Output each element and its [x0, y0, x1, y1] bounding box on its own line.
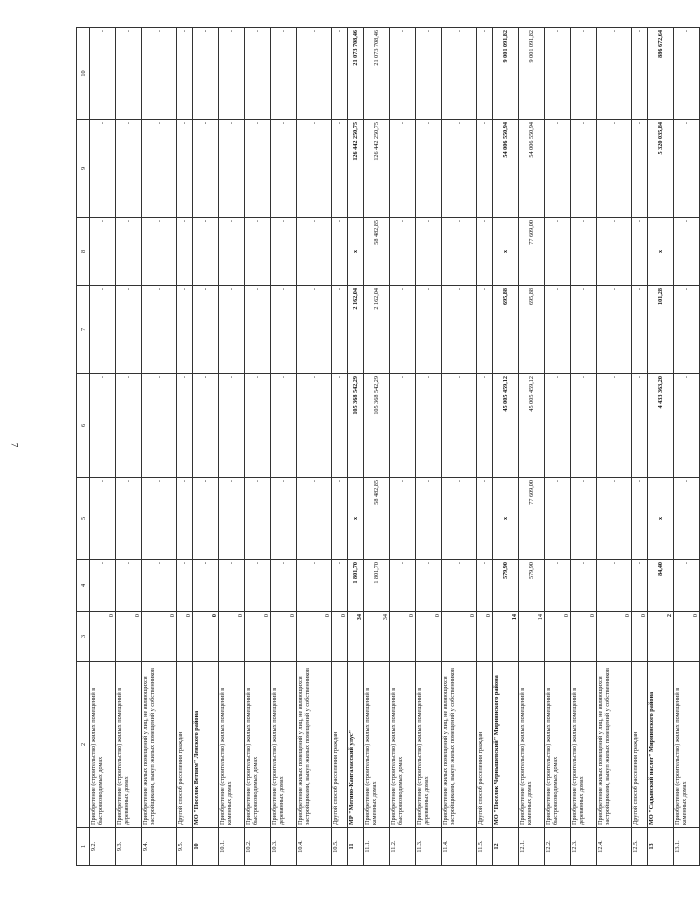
table-cell: -: [545, 560, 571, 612]
table-cell: x: [493, 218, 519, 286]
table-cell: 0: [390, 612, 416, 662]
table-cell: -: [90, 28, 116, 120]
table-cell: Приобретение (строительство) жилых помещений в деревянных домах: [271, 662, 297, 828]
table-cell: 10: [193, 828, 219, 866]
table-cell: -: [632, 374, 648, 478]
table-cell: 14: [493, 612, 519, 662]
table-cell: -: [416, 286, 442, 374]
table-cell: -: [632, 560, 648, 612]
table-cell: 12.1.: [519, 828, 545, 866]
table-cell: 0: [477, 612, 493, 662]
table-cell: 0: [271, 612, 297, 662]
table-cell: -: [571, 28, 597, 120]
table-cell: 11.1.: [364, 828, 390, 866]
table-cell: Другой способ расселения граждан: [177, 662, 193, 828]
table-cell: 11: [348, 828, 364, 866]
table-cell: 579,90: [493, 560, 519, 612]
table-cell: -: [571, 286, 597, 374]
table-cell: 0: [545, 612, 571, 662]
table-row: [271, 28, 297, 866]
table-cell: -: [597, 218, 632, 286]
table-cell: Приобретение (строительство) жилых помещений в каменных домах: [219, 662, 245, 828]
table-cell: -: [477, 120, 493, 218]
table-cell: -: [597, 374, 632, 478]
table-cell: Приобретение (строительство) жилых помещений в деревянных домах: [116, 662, 142, 828]
table-cell: -: [597, 120, 632, 218]
table-cell: -: [674, 478, 700, 560]
column-header: 1: [77, 828, 90, 866]
table-cell: 45 005 459,12: [519, 374, 545, 478]
table-cell: 21 073 708,46: [364, 28, 390, 120]
table-cell: -: [632, 286, 648, 374]
table-cell: 54 006 550,94: [493, 120, 519, 218]
table-cell: -: [416, 374, 442, 478]
table-cell: 34: [348, 612, 364, 662]
table-cell: 9.2.: [90, 828, 116, 866]
table-cell: -: [116, 478, 142, 560]
table-cell: МО "Поселок Ветвим" Ленского района: [193, 662, 219, 828]
table-cell: 54 006 550,94: [519, 120, 545, 218]
table-cell: -: [674, 286, 700, 374]
table-cell: -: [674, 560, 700, 612]
column-header: 7: [77, 286, 90, 374]
table-cell: -: [674, 120, 700, 218]
table-cell: -: [193, 218, 219, 286]
table-row: [297, 28, 332, 866]
table-cell: 0: [193, 612, 219, 662]
table-row: [571, 28, 597, 866]
table-row: [364, 28, 390, 866]
table-cell: -: [297, 478, 332, 560]
table-cell: -: [177, 560, 193, 612]
table-cell: -: [271, 560, 297, 612]
table-cell: Приобретение (строительство) жилых помещений в быстровозводимых домах: [390, 662, 416, 828]
table-cell: -: [390, 560, 416, 612]
table-cell: -: [116, 28, 142, 120]
table-cell: 5 320 035,84: [648, 120, 674, 218]
table-header-row: [77, 28, 90, 866]
column-header: 5: [77, 478, 90, 560]
table-cell: -: [571, 478, 597, 560]
table-row: [493, 28, 519, 866]
table-cell: -: [597, 28, 632, 120]
table-row: [390, 28, 416, 866]
table-cell: 12: [493, 828, 519, 866]
table-cell: 10.3.: [271, 828, 297, 866]
table-cell: 14: [519, 612, 545, 662]
table-cell: -: [193, 478, 219, 560]
table-cell: Приобретение жилых помещений у лиц, не являющихся застройщиками, выкуп жилых помещений у собственников: [442, 662, 477, 828]
table-cell: -: [390, 28, 416, 120]
table-cell: Приобретение (строительство) жилых помещений в каменных домах: [674, 662, 700, 828]
table-cell: 105 368 542,29: [348, 374, 364, 478]
table-cell: 2: [648, 612, 674, 662]
table-cell: -: [219, 120, 245, 218]
table-cell: 58 482,85: [364, 218, 390, 286]
table-cell: -: [177, 120, 193, 218]
table-cell: -: [297, 374, 332, 478]
table-cell: 12.2.: [545, 828, 571, 866]
table-cell: -: [297, 286, 332, 374]
table-cell: 11.2.: [390, 828, 416, 866]
table-cell: 77 609,00: [519, 478, 545, 560]
table-cell: -: [271, 286, 297, 374]
table-cell: 10.1.: [219, 828, 245, 866]
table-cell: -: [116, 560, 142, 612]
table-cell: x: [648, 478, 674, 560]
table-cell: -: [571, 560, 597, 612]
table-cell: -: [271, 28, 297, 120]
column-header: 6: [77, 374, 90, 478]
table-cell: 12.5.: [632, 828, 648, 866]
table-cell: 0: [416, 612, 442, 662]
table-row: [545, 28, 571, 866]
table-row: [219, 28, 245, 866]
table-cell: -: [332, 28, 348, 120]
table-cell: 2 162,04: [364, 286, 390, 374]
table-cell: 695,88: [519, 286, 545, 374]
table-cell: Приобретение жилых помещений у лиц, не являющихся застройщиками, выкуп жилых помещений у собственников: [297, 662, 332, 828]
table-cell: -: [297, 560, 332, 612]
table-cell: -: [332, 560, 348, 612]
table-cell: -: [193, 560, 219, 612]
table-cell: -: [90, 120, 116, 218]
table-cell: -: [245, 374, 271, 478]
table-cell: 9 001 091,82: [519, 28, 545, 120]
table-cell: 12.4.: [597, 828, 632, 866]
table-cell: 9 001 091,82: [493, 28, 519, 120]
table-cell: -: [442, 286, 477, 374]
table-cell: -: [571, 218, 597, 286]
table-cell: -: [477, 286, 493, 374]
table-cell: 4 433 363,20: [648, 374, 674, 478]
table-cell: -: [297, 120, 332, 218]
table-cell: -: [332, 286, 348, 374]
table-row: [632, 28, 648, 866]
table-cell: -: [632, 120, 648, 218]
table-cell: -: [477, 28, 493, 120]
table-row: [177, 28, 193, 866]
table-cell: -: [142, 120, 177, 218]
table-cell: -: [545, 218, 571, 286]
table-cell: -: [90, 478, 116, 560]
column-header: 4: [77, 560, 90, 612]
table-cell: -: [416, 478, 442, 560]
rotated-table-wrapper: [76, 28, 699, 866]
table-cell: -: [177, 286, 193, 374]
table-cell: 21 073 708,46: [348, 28, 364, 120]
table-cell: 0: [297, 612, 332, 662]
table-cell: -: [674, 218, 700, 286]
table-cell: 0: [116, 612, 142, 662]
table-cell: -: [142, 478, 177, 560]
table-cell: -: [332, 374, 348, 478]
table-cell: -: [193, 28, 219, 120]
table-cell: МР "Мегино-Кангаласский улус": [348, 662, 364, 828]
table-cell: 13: [648, 828, 674, 866]
table-cell: -: [571, 120, 597, 218]
table-cell: 0: [177, 612, 193, 662]
table-cell: 12.3.: [571, 828, 597, 866]
table-cell: -: [332, 478, 348, 560]
table-cell: -: [90, 286, 116, 374]
table-cell: -: [545, 286, 571, 374]
table-cell: -: [271, 478, 297, 560]
table-row: [116, 28, 142, 866]
table-cell: x: [348, 218, 364, 286]
table-cell: 13.1.: [674, 828, 700, 866]
table-cell: -: [219, 218, 245, 286]
table-cell: -: [219, 286, 245, 374]
table-cell: -: [390, 120, 416, 218]
table-cell: -: [245, 120, 271, 218]
data-table: [76, 27, 700, 866]
table-cell: Другой способ расселения граждан: [332, 662, 348, 828]
table-cell: -: [116, 374, 142, 478]
table-cell: -: [545, 374, 571, 478]
table-cell: -: [597, 560, 632, 612]
table-cell: 0: [597, 612, 632, 662]
column-header: 2: [77, 662, 90, 828]
table-cell: -: [219, 28, 245, 120]
table-cell: 0: [332, 612, 348, 662]
table-row: [519, 28, 545, 866]
table-cell: -: [632, 218, 648, 286]
table-cell: 0: [90, 612, 116, 662]
table-cell: 0: [142, 612, 177, 662]
table-row: [674, 28, 700, 866]
table-cell: -: [219, 374, 245, 478]
table-cell: -: [116, 120, 142, 218]
table-cell: 695,88: [493, 286, 519, 374]
table-cell: 0: [632, 612, 648, 662]
table-cell: -: [545, 28, 571, 120]
table-cell: -: [332, 218, 348, 286]
table-cell: -: [477, 218, 493, 286]
table-cell: -: [597, 286, 632, 374]
table-cell: -: [219, 478, 245, 560]
table-cell: -: [442, 560, 477, 612]
table-cell: -: [477, 478, 493, 560]
table-cell: Приобретение (строительство) жилых помещений в быстровозводимых домах: [545, 662, 571, 828]
table-cell: -: [116, 218, 142, 286]
table-cell: -: [271, 374, 297, 478]
table-cell: 9.4.: [142, 828, 177, 866]
table-cell: 11.4.: [442, 828, 477, 866]
table-cell: -: [632, 28, 648, 120]
table-cell: -: [442, 478, 477, 560]
table-cell: -: [177, 478, 193, 560]
column-header: 3: [77, 612, 90, 662]
column-header: 8: [77, 218, 90, 286]
table-cell: 84,40: [648, 560, 674, 612]
table-cell: -: [416, 28, 442, 120]
table-row: [142, 28, 177, 866]
table-cell: -: [416, 560, 442, 612]
table-row: [442, 28, 477, 866]
table-cell: -: [142, 374, 177, 478]
table-cell: -: [442, 374, 477, 478]
page-number: 7: [9, 442, 20, 448]
table-cell: 10.2.: [245, 828, 271, 866]
table-cell: -: [245, 478, 271, 560]
table-cell: 0: [571, 612, 597, 662]
table-row: [648, 28, 674, 866]
table-cell: 579,90: [519, 560, 545, 612]
table-cell: Другой способ расселения граждан: [632, 662, 648, 828]
table-cell: -: [416, 120, 442, 218]
table-cell: -: [390, 218, 416, 286]
table-cell: -: [142, 28, 177, 120]
table-row: [332, 28, 348, 866]
table-cell: -: [332, 120, 348, 218]
table-row: [597, 28, 632, 866]
table-cell: -: [142, 218, 177, 286]
table-cell: Приобретение (строительство) жилых помещений в каменных домах: [519, 662, 545, 828]
table-cell: 2 162,04: [348, 286, 364, 374]
table-cell: Приобретение (строительство) жилых помещений в деревянных домах: [571, 662, 597, 828]
table-cell: -: [193, 120, 219, 218]
table-cell: -: [245, 286, 271, 374]
table-cell: 11.5.: [477, 828, 493, 866]
column-header: 10: [77, 28, 90, 120]
column-header: 9: [77, 120, 90, 218]
table-row: [193, 28, 219, 866]
table-cell: -: [297, 218, 332, 286]
table-cell: -: [271, 120, 297, 218]
table-cell: -: [116, 286, 142, 374]
table-cell: -: [674, 28, 700, 120]
table-cell: -: [416, 218, 442, 286]
table-cell: x: [348, 478, 364, 560]
table-cell: Приобретение (строительство) жилых помещений в быстровозводимых домах: [245, 662, 271, 828]
table-cell: МО "Поселок Чернышевский" Мирнинского района: [493, 662, 519, 828]
table-cell: 58 482,85: [364, 478, 390, 560]
table-cell: -: [442, 120, 477, 218]
table-cell: -: [90, 560, 116, 612]
table-row: [477, 28, 493, 866]
table-cell: 10.5.: [332, 828, 348, 866]
table-cell: -: [271, 218, 297, 286]
table-row: [348, 28, 364, 866]
table-cell: 9.3.: [116, 828, 142, 866]
table-cell: 0: [219, 612, 245, 662]
table-cell: 0: [442, 612, 477, 662]
table-cell: Приобретение (строительство) жилых помещений в деревянных домах: [416, 662, 442, 828]
table-cell: 77 609,00: [519, 218, 545, 286]
table-cell: -: [442, 218, 477, 286]
table-cell: Приобретение жилых помещений у лиц, не являющихся застройщиками, выкуп жилых помещений у собственников: [142, 662, 177, 828]
table-cell: -: [545, 478, 571, 560]
table-cell: Другой способ расселения граждан: [477, 662, 493, 828]
table-cell: -: [245, 28, 271, 120]
table-cell: 126 442 250,75: [348, 120, 364, 218]
table-row: [416, 28, 442, 866]
table-cell: -: [177, 218, 193, 286]
table-cell: -: [390, 478, 416, 560]
table-cell: -: [90, 218, 116, 286]
table-cell: -: [245, 560, 271, 612]
table-cell: Приобретение (строительство) жилых помещений в быстровозводимых домах: [90, 662, 116, 828]
table-cell: Приобретение (строительство) жилых помещений в каменных домах: [364, 662, 390, 828]
table-cell: -: [477, 374, 493, 478]
table-cell: Приобретение жилых помещений у лиц, не являющихся застройщиками, выкуп жилых помещений у собственников: [597, 662, 632, 828]
table-cell: x: [493, 478, 519, 560]
table-cell: 45 005 459,12: [493, 374, 519, 478]
table-cell: -: [545, 120, 571, 218]
table-cell: МО "Садынский наслег" Мирнинского района: [648, 662, 674, 828]
table-cell: -: [390, 374, 416, 478]
table-cell: 34: [364, 612, 390, 662]
table-cell: -: [674, 374, 700, 478]
table-cell: -: [245, 218, 271, 286]
table-cell: -: [193, 374, 219, 478]
table-cell: 1 801,70: [364, 560, 390, 612]
table-cell: 0: [674, 612, 700, 662]
table-cell: -: [297, 28, 332, 120]
table-cell: -: [90, 374, 116, 478]
table-cell: -: [571, 374, 597, 478]
table-row: [90, 28, 116, 866]
table-cell: -: [177, 28, 193, 120]
table-cell: -: [142, 560, 177, 612]
table-cell: 886 672,64: [648, 28, 674, 120]
table-cell: -: [597, 478, 632, 560]
table-cell: -: [219, 560, 245, 612]
table-cell: -: [390, 286, 416, 374]
table-cell: 11.3.: [416, 828, 442, 866]
table-cell: -: [632, 478, 648, 560]
table-cell: x: [648, 218, 674, 286]
table-cell: 0: [245, 612, 271, 662]
table-row: [245, 28, 271, 866]
table-cell: 101,28: [648, 286, 674, 374]
table-cell: -: [193, 286, 219, 374]
table-cell: -: [442, 28, 477, 120]
table-cell: 105 368 542,29: [364, 374, 390, 478]
table-cell: 1 801,70: [348, 560, 364, 612]
table-cell: -: [177, 374, 193, 478]
table-cell: -: [142, 286, 177, 374]
table-cell: 10.4.: [297, 828, 332, 866]
table-cell: 9.5.: [177, 828, 193, 866]
table-cell: 126 442 250,75: [364, 120, 390, 218]
table-cell: -: [477, 560, 493, 612]
